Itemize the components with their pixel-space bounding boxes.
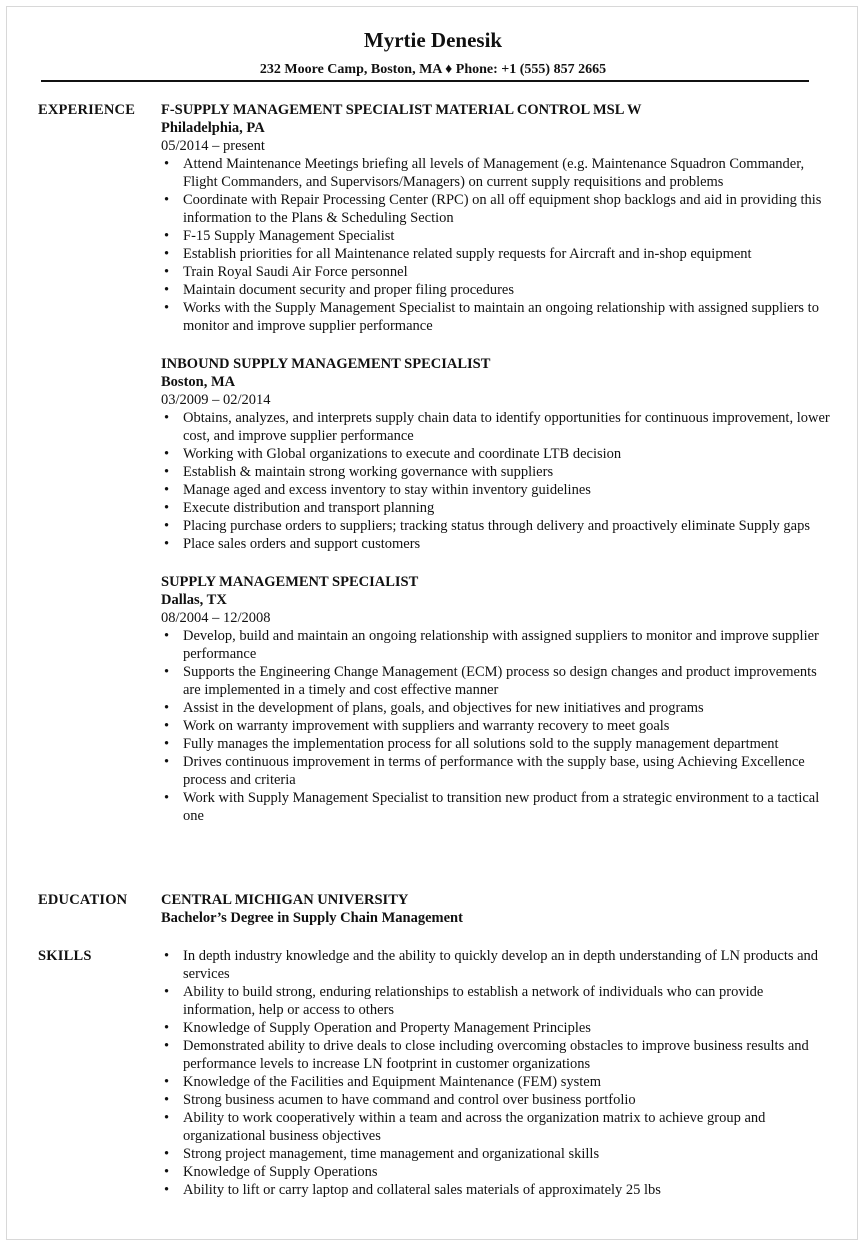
bullet-text: Execute distribution and transport planning: [183, 500, 435, 516]
bullet-icon: •: [164, 482, 170, 498]
bullet-text: Attend Maintenance Meetings briefing all levels of Management (e.g. Maintenance Squadron Commander, Flight Commanders, and Supervisors/Managers) on current supply requisitions and problems: [183, 156, 805, 190]
bullet-text: Coordinate with Repair Processing Center (RPC) on all off equipment shop backlogs and aid in providing this information to the Plans & Scheduling Section: [183, 192, 822, 226]
skill-text: Ability to work cooperatively within a team and across the organization matrix to achieve group and organizational business objectives: [183, 1110, 766, 1144]
bullet-item: [161, 627, 831, 663]
bullet-item: [161, 445, 831, 463]
bullet-text: Train Royal Saudi Air Force personnel: [183, 264, 408, 280]
skill-item: [161, 1109, 831, 1145]
skill-text: Strong project management, time management and organizational skills: [183, 1146, 600, 1162]
bullet-icon: •: [164, 264, 170, 280]
degree: Bachelor’s Degree in Supply Chain Management: [161, 910, 463, 926]
bullet-item: [161, 699, 831, 717]
skill-text: Knowledge of the Facilities and Equipment Maintenance (FEM) system: [183, 1074, 601, 1090]
skill-item: [161, 983, 831, 1019]
bullet-item: [161, 281, 831, 299]
bullet-icon: •: [164, 736, 170, 752]
bullet-item: [161, 753, 831, 789]
experience-body: [161, 101, 831, 845]
bullet-item: [161, 409, 831, 445]
skill-item: [161, 1019, 831, 1037]
bullet-icon: •: [164, 700, 170, 716]
bullet-icon: •: [164, 1146, 170, 1162]
bullet-item: [161, 463, 831, 481]
bullet-text: Establish priorities for all Maintenance related supply requests for Aircraft and in-shop equipment: [183, 246, 752, 262]
bullet-item: [161, 245, 831, 263]
bullet-text: Develop, build and maintain an ongoing relationship with assigned suppliers to monitor and improve supplier performance: [183, 628, 819, 662]
bullet-icon: •: [164, 1074, 170, 1090]
bullet-item: [161, 535, 831, 553]
school-name: CENTRAL MICHIGAN UNIVERSITY: [161, 892, 409, 908]
bullet-item: [161, 481, 831, 499]
bullet-icon: •: [164, 246, 170, 262]
skill-item: [161, 1163, 831, 1181]
bullet-item: [161, 499, 831, 517]
skill-item: [161, 1091, 831, 1109]
skill-item: [161, 1145, 831, 1163]
skill-text: Ability to build strong, enduring relationships to establish a network of individuals who can provide information, help or access to others: [183, 984, 764, 1018]
bullet-icon: •: [164, 192, 170, 208]
job-dates: 03/2009 – 02/2014: [161, 392, 271, 408]
bullet-text: Establish & maintain strong working governance with suppliers: [183, 464, 554, 480]
experience-heading: EXPERIENCE: [38, 102, 136, 118]
skill-text: Strong business acumen to have command and control over business portfolio: [183, 1092, 636, 1108]
skill-text: Knowledge of Supply Operations: [183, 1164, 378, 1180]
job-bullets: [161, 155, 831, 335]
header-divider: [41, 80, 809, 82]
skills-list: [161, 947, 831, 1199]
job-title: INBOUND SUPPLY MANAGEMENT SPECIALIST: [161, 356, 491, 372]
job-entry: [161, 355, 831, 553]
education-body: [161, 891, 831, 927]
bullet-text: Place sales orders and support customers: [183, 536, 421, 552]
bullet-item: [161, 299, 831, 335]
job-title: F-SUPPLY MANAGEMENT SPECIALIST MATERIAL CONTROL MSL W: [161, 102, 642, 118]
bullet-item: [161, 717, 831, 735]
bullet-icon: •: [164, 664, 170, 680]
bullet-icon: •: [164, 1092, 170, 1108]
job-title: SUPPLY MANAGEMENT SPECIALIST: [161, 574, 419, 590]
skill-item: [161, 1037, 831, 1073]
bullet-icon: •: [164, 948, 170, 964]
skill-text: Knowledge of Supply Operation and Property Management Principles: [183, 1020, 591, 1036]
bullet-icon: •: [164, 228, 170, 244]
job-dates: 05/2014 – present: [161, 138, 265, 154]
bullet-icon: •: [164, 156, 170, 172]
bullet-item: [161, 155, 831, 191]
skills-body: [161, 947, 831, 1199]
contact-line: 232 Moore Camp, Boston, MA ♦ Phone: +1 (555) 857 2665: [259, 62, 607, 77]
job-bullets: [161, 409, 831, 553]
bullet-item: [161, 227, 831, 245]
job-location: Dallas, TX: [161, 592, 227, 608]
bullet-text: Maintain document security and proper filing procedures: [183, 282, 514, 298]
job-location: Boston, MA: [161, 374, 236, 390]
bullet-icon: •: [164, 628, 170, 644]
bullet-icon: •: [164, 410, 170, 426]
bullet-icon: •: [164, 1020, 170, 1036]
skill-item: [161, 1073, 831, 1091]
bullet-text: Working with Global organizations to execute and coordinate LTB decision: [183, 446, 622, 462]
bullet-text: Assist in the development of plans, goals, and objectives for new initiatives and programs: [183, 700, 704, 716]
job-entry: [161, 101, 831, 335]
skill-item: [161, 947, 831, 983]
bullet-icon: •: [164, 536, 170, 552]
bullet-icon: •: [164, 446, 170, 462]
bullet-icon: •: [164, 300, 170, 316]
bullet-text: Supports the Engineering Change Management (ECM) process so design changes and product improvements are implemented in a timely and cost effective manner: [183, 664, 817, 698]
bullet-icon: •: [164, 1182, 170, 1198]
skill-item: [161, 1181, 831, 1199]
bullet-text: F-15 Supply Management Specialist: [183, 228, 395, 244]
bullet-text: Work with Supply Management Specialist to transition new product from a strategic environment to a tactical one: [183, 790, 820, 824]
bullet-text: Fully manages the implementation process for all solutions sold to the supply management department: [183, 736, 779, 752]
bullet-item: [161, 517, 831, 535]
job-bullets: [161, 627, 831, 825]
bullet-text: Placing purchase orders to suppliers; tracking status through delivery and proactively eliminate Supply gaps: [183, 518, 810, 534]
bullet-text: Work on warranty improvement with suppliers and warranty recovery to meet goals: [183, 718, 670, 734]
education-heading: EDUCATION: [38, 892, 128, 908]
bullet-icon: •: [164, 754, 170, 770]
bullet-item: [161, 735, 831, 753]
bullet-item: [161, 263, 831, 281]
skill-text: In depth industry knowledge and the ability to quickly develop an in depth understanding of LN products and services: [183, 948, 819, 982]
bullet-text: Manage aged and excess inventory to stay within inventory guidelines: [183, 482, 591, 498]
bullet-icon: •: [164, 500, 170, 516]
skills-heading: SKILLS: [38, 948, 92, 964]
skill-text: Ability to lift or carry laptop and collateral sales materials of approximately 25 lbs: [183, 1182, 661, 1198]
bullet-icon: •: [164, 1164, 170, 1180]
bullet-icon: •: [164, 718, 170, 734]
bullet-item: [161, 191, 831, 227]
bullet-icon: •: [164, 790, 170, 806]
job-dates: 08/2004 – 12/2008: [161, 610, 271, 626]
bullet-item: [161, 663, 831, 699]
bullet-text: Works with the Supply Management Specialist to maintain an ongoing relationship with assigned suppliers to monitor and improve supplier performance: [183, 300, 819, 334]
bullet-icon: •: [164, 1110, 170, 1126]
bullet-text: Obtains, analyzes, and interprets supply chain data to identify opportunities for continuous improvement, lower cost, and improve supplier performance: [183, 410, 830, 444]
bullet-icon: •: [164, 464, 170, 480]
job-location: Philadelphia, PA: [161, 120, 265, 136]
bullet-text: Drives continuous improvement in terms of performance with the supply base, using Achieving Excellence process and criteria: [183, 754, 805, 788]
candidate-name: Myrtie Denesik: [363, 28, 503, 52]
bullet-item: [161, 789, 831, 825]
bullet-icon: •: [164, 282, 170, 298]
job-entry: [161, 573, 831, 825]
skill-text: Demonstrated ability to drive deals to close including overcoming obstacles to improve business results and performance levels to increase LN footprint in customer organizations: [183, 1038, 809, 1072]
bullet-icon: •: [164, 518, 170, 534]
bullet-icon: •: [164, 984, 170, 1000]
bullet-icon: •: [164, 1038, 170, 1054]
